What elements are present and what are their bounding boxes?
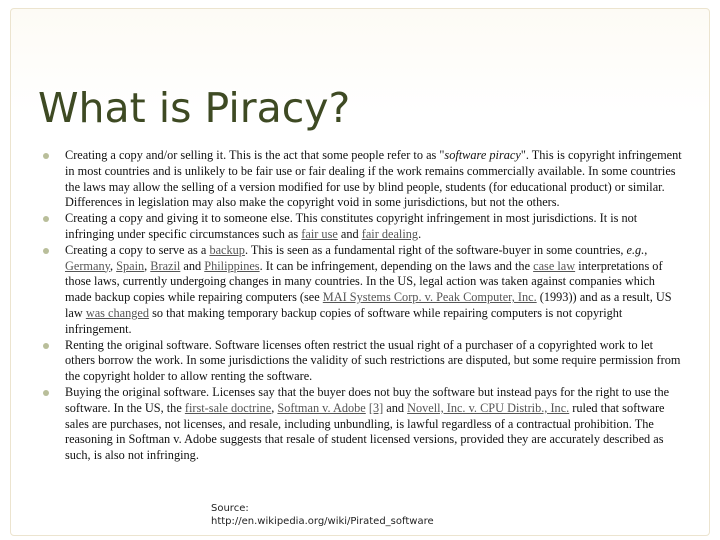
inline-link[interactable]: fair dealing — [361, 226, 419, 241]
source-url: http://en.wikipedia.org/wiki/Pirated_software — [211, 516, 434, 527]
inline-link[interactable]: Germany — [65, 258, 110, 273]
bullet-text — [65, 148, 682, 209]
text-run: Creating a copy and/or selling it. This is the act that some people refer to as " — [65, 148, 445, 162]
bullet-item — [43, 385, 683, 464]
bullet-dot-icon — [43, 343, 49, 349]
inline-link[interactable]: case law — [533, 258, 576, 273]
bullet-item — [43, 338, 683, 385]
text-run: , — [109, 258, 117, 273]
source-label: Source: — [211, 503, 249, 514]
inline-link[interactable]: Softman v. Adobe — [277, 400, 366, 415]
text-run: interpretations of those laws, currently undergoing changes in many countries. In the US, legal action was taken against companies which made backup copies while repairing computers (see — [65, 258, 663, 305]
text-run: ruled that software sales are purchases, not licenses, and resale, including unbundling, is lawful regardless of a contractual prohibition. The reasoning in Softman v. Adobe suggests that resale of student licensed versions, provided they are accurately described as such, is also not infringing. — [65, 400, 665, 463]
bullet-text — [65, 243, 672, 336]
bullet-dot-icon — [43, 153, 49, 159]
bullet-dot-icon — [43, 390, 49, 396]
text-run: . — [418, 226, 422, 241]
bullet-text — [65, 211, 637, 241]
text-run: Buying the original software. Licenses say that the buyer does not buy the software but instead pays for the right to use the software. In the US, the — [65, 384, 670, 415]
inline-link[interactable]: MAI Systems Corp. v. Peak Computer, Inc. — [322, 290, 537, 305]
bullet-text — [65, 338, 680, 384]
text-run: so that making temporary backup copies of software while repairing computers is not copyright infringement. — [65, 305, 623, 336]
inline-link[interactable]: Brazil — [150, 258, 181, 273]
text-run: and — [383, 400, 408, 415]
inline-link[interactable]: was changed — [85, 305, 150, 320]
inline-link[interactable]: Spain — [116, 258, 145, 273]
text-run: and — [337, 226, 362, 241]
text-run: and — [180, 258, 205, 273]
bullet-item — [43, 243, 683, 338]
italic-text: software piracy — [444, 148, 521, 162]
text-run: , — [271, 400, 278, 415]
text-run: ". This is copyright infringement in most countries and is unlikely to be fair use or fair dealing if the work remains commercially available. In some countries the laws may allow the selling of a version modified for use by blind people, students (for educational product) or similar. Differences in legislation may also make the copyright void in some jurisdictions, but not the others. — [65, 148, 682, 210]
bullet-dot-icon — [43, 216, 49, 222]
text-run: Creating a copy and giving it to someone else. This constitutes copyright infringement in most jurisdictions. It is not infringing under specific circumstances such as — [65, 211, 638, 241]
source-citation — [211, 502, 434, 528]
inline-link[interactable]: [3] — [368, 400, 384, 415]
slide-title: What is Piracy? — [38, 84, 351, 132]
text-run: , — [144, 258, 151, 273]
text-run: Creating a copy to serve as a — [65, 242, 210, 257]
bullet-item — [43, 148, 683, 211]
text-run: . It can be infringement, depending on the laws and the — [259, 258, 534, 273]
italic-text: e.g. — [626, 242, 645, 257]
inline-link[interactable]: Philippines — [204, 258, 260, 273]
text-run: (1993)) and as a result, US law — [65, 290, 672, 320]
inline-link[interactable]: fair use — [301, 226, 338, 241]
bullet-text — [65, 385, 669, 462]
text-run: . This is seen as a fundamental right of the software-buyer in some countries, — [244, 242, 627, 257]
inline-link[interactable]: Novell, Inc. v. CPU Distrib., Inc. — [407, 400, 570, 415]
text-run: , — [644, 242, 648, 257]
bullet-list — [43, 148, 683, 464]
inline-link[interactable]: backup — [209, 242, 245, 257]
text-run: Renting the original software. Software licenses often restrict the usual right of a purchaser of a copyrighted work to let others borrow the work. In some jurisdictions the validity of such restrictions are disputed, but some require permission from the copyright holder to allow renting the software. — [65, 337, 681, 384]
bullet-item — [43, 211, 683, 243]
inline-link[interactable]: first-sale doctrine — [184, 400, 272, 415]
bullet-dot-icon — [43, 248, 49, 254]
